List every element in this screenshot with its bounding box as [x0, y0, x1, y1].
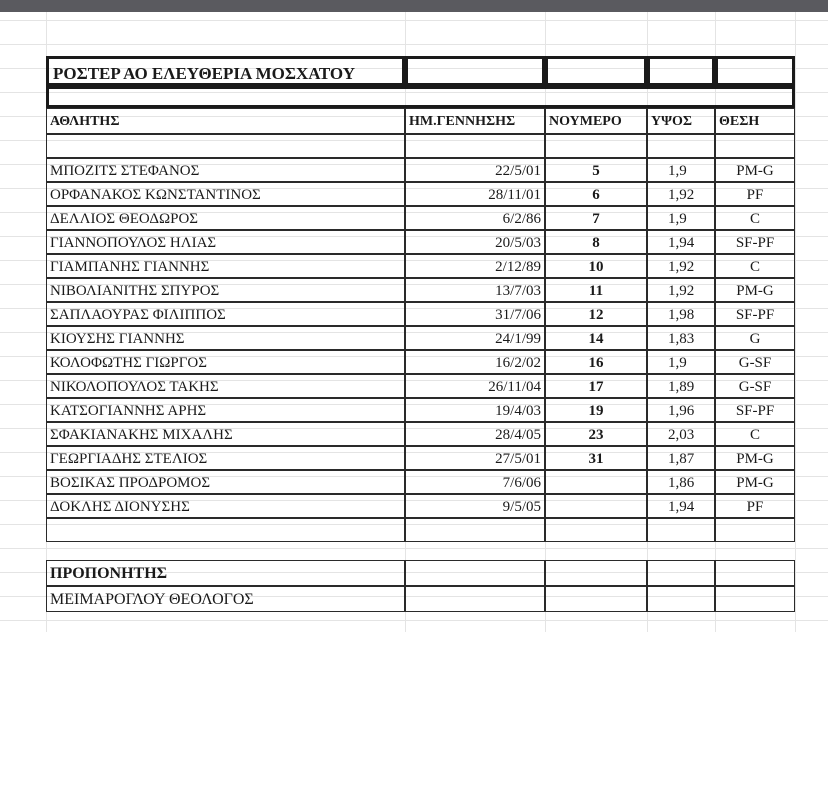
player-name[interactable]: ΜΠΟΖΙΤΣ ΣΤΕΦΑΝΟΣ [46, 158, 405, 182]
spreadsheet-grid [0, 12, 828, 632]
player-height[interactable]: 1,92 [647, 254, 715, 278]
empty-cell[interactable] [715, 134, 795, 158]
player-number[interactable]: 17 [545, 374, 647, 398]
player-number[interactable]: 8 [545, 230, 647, 254]
player-position[interactable]: PM-G [715, 470, 795, 494]
player-height[interactable]: 1,96 [647, 398, 715, 422]
empty-cell[interactable] [647, 560, 715, 586]
player-number[interactable]: 31 [545, 446, 647, 470]
empty-cell[interactable] [405, 560, 545, 586]
gridline [0, 44, 828, 45]
player-height[interactable]: 1,94 [647, 494, 715, 518]
player-name[interactable]: ΚΑΤΣΟΓΙΑΝΝΗΣ ΑΡΗΣ [46, 398, 405, 422]
coach-label[interactable]: ΠΡΟΠΟΝΗΤΗΣ [46, 560, 405, 586]
player-name[interactable]: ΓΕΩΡΓΙΑΔΗΣ ΣΤΕΛΙΟΣ [46, 446, 405, 470]
header-height[interactable]: ΥΨΟΣ [647, 108, 715, 134]
player-height[interactable]: 1,9 [647, 158, 715, 182]
player-birthdate[interactable]: 27/5/01 [405, 446, 545, 470]
empty-cell[interactable] [405, 518, 545, 542]
player-height[interactable]: 1,98 [647, 302, 715, 326]
player-number[interactable]: 6 [545, 182, 647, 206]
empty-cell[interactable] [715, 586, 795, 612]
player-name[interactable]: ΚΟΛΟΦΩΤΗΣ ΓΙΩΡΓΟΣ [46, 350, 405, 374]
header-athlete[interactable]: ΑΘΛΗΤΗΣ [46, 108, 405, 134]
player-height[interactable]: 1,94 [647, 230, 715, 254]
player-number[interactable]: 14 [545, 326, 647, 350]
player-name[interactable]: ΒΟΣΙΚΑΣ ΠΡΟΔΡΟΜΟΣ [46, 470, 405, 494]
player-height[interactable]: 1,87 [647, 446, 715, 470]
player-birthdate[interactable]: 31/7/06 [405, 302, 545, 326]
player-number[interactable]: 7 [545, 206, 647, 230]
empty-cell[interactable] [405, 586, 545, 612]
header-birthdate[interactable]: ΗΜ.ΓΕΝΝΗΣΗΣ [405, 108, 545, 134]
player-name[interactable]: ΝΙΚΟΛΟΠΟΥΛΟΣ ΤΑΚΗΣ [46, 374, 405, 398]
player-position[interactable]: C [715, 206, 795, 230]
empty-cell[interactable] [647, 586, 715, 612]
player-position[interactable]: G-SF [715, 350, 795, 374]
player-name[interactable]: ΓΙΑΝΝΟΠΟΥΛΟΣ ΗΛΙΑΣ [46, 230, 405, 254]
empty-cell[interactable] [647, 518, 715, 542]
title-row-cell[interactable] [715, 56, 795, 86]
player-number[interactable]: 5 [545, 158, 647, 182]
player-height[interactable]: 2,03 [647, 422, 715, 446]
player-position[interactable]: PM-G [715, 278, 795, 302]
player-birthdate[interactable]: 24/1/99 [405, 326, 545, 350]
player-position[interactable]: G-SF [715, 374, 795, 398]
player-height[interactable]: 1,89 [647, 374, 715, 398]
player-birthdate[interactable]: 28/11/01 [405, 182, 545, 206]
empty-cell[interactable] [647, 134, 715, 158]
player-birthdate[interactable]: 26/11/04 [405, 374, 545, 398]
player-birthdate[interactable]: 13/7/03 [405, 278, 545, 302]
player-birthdate[interactable]: 22/5/01 [405, 158, 545, 182]
empty-cell[interactable] [545, 560, 647, 586]
player-name[interactable]: ΝΙΒΟΛΙΑΝΙΤΗΣ ΣΠΥΡΟΣ [46, 278, 405, 302]
header-number[interactable]: ΝΟΥΜΕΡΟ [545, 108, 647, 134]
player-position[interactable]: C [715, 422, 795, 446]
player-name[interactable]: ΓΙΑΜΠΑΝΗΣ ΓΙΑΝΝΗΣ [46, 254, 405, 278]
gridline [0, 620, 828, 621]
player-position[interactable]: PM-G [715, 446, 795, 470]
player-number[interactable]: 23 [545, 422, 647, 446]
player-height[interactable]: 1,92 [647, 278, 715, 302]
player-height[interactable]: 1,83 [647, 326, 715, 350]
empty-cell[interactable] [715, 560, 795, 586]
empty-cell[interactable] [46, 518, 405, 542]
header-position[interactable]: ΘΕΣΗ [715, 108, 795, 134]
player-birthdate[interactable]: 7/6/06 [405, 470, 545, 494]
player-position[interactable]: SF-PF [715, 398, 795, 422]
player-name[interactable]: ΟΡΦΑΝΑΚΟΣ ΚΩΝΣΤΑΝΤΙΝΟΣ [46, 182, 405, 206]
title-row-cell[interactable] [545, 56, 647, 86]
player-position[interactable]: SF-PF [715, 230, 795, 254]
empty-cell[interactable] [46, 134, 405, 158]
empty-cell[interactable] [715, 518, 795, 542]
player-height[interactable]: 1,86 [647, 470, 715, 494]
player-position[interactable]: PF [715, 494, 795, 518]
player-height[interactable]: 1,92 [647, 182, 715, 206]
empty-cell[interactable] [545, 518, 647, 542]
player-number[interactable] [545, 494, 647, 518]
player-birthdate[interactable]: 20/5/03 [405, 230, 545, 254]
top-bar [0, 0, 828, 12]
player-birthdate[interactable]: 19/4/03 [405, 398, 545, 422]
player-birthdate[interactable]: 2/12/89 [405, 254, 545, 278]
player-name[interactable]: ΣΦΑΚΙΑΝΑΚΗΣ ΜΙΧΑΛΗΣ [46, 422, 405, 446]
player-number[interactable]: 10 [545, 254, 647, 278]
player-position[interactable]: G [715, 326, 795, 350]
player-birthdate[interactable]: 6/2/86 [405, 206, 545, 230]
title-row-cell[interactable] [405, 56, 545, 86]
player-position[interactable]: PM-G [715, 158, 795, 182]
gridline [795, 12, 796, 632]
gridline [0, 20, 828, 21]
title-row-cell[interactable] [647, 56, 715, 86]
coach-name[interactable]: ΜΕΙΜΑΡΟΓΛΟΥ ΘΕΟΛΟΓΟΣ [46, 586, 405, 612]
player-position[interactable]: PF [715, 182, 795, 206]
player-number[interactable]: 19 [545, 398, 647, 422]
gridline [0, 548, 828, 549]
player-birthdate[interactable]: 9/5/05 [405, 494, 545, 518]
player-birthdate[interactable]: 28/4/05 [405, 422, 545, 446]
empty-cell[interactable] [545, 586, 647, 612]
player-number[interactable]: 11 [545, 278, 647, 302]
player-name[interactable]: ΔΟΚΛΗΣ ΔΙΟΝΥΣΗΣ [46, 494, 405, 518]
player-height[interactable]: 1,9 [647, 206, 715, 230]
empty-row[interactable] [46, 86, 795, 108]
empty-cell[interactable] [405, 134, 545, 158]
player-position[interactable]: SF-PF [715, 302, 795, 326]
player-name[interactable]: ΔΕΛΛΙΟΣ ΘΕΟΔΩΡΟΣ [46, 206, 405, 230]
player-height[interactable]: 1,9 [647, 350, 715, 374]
player-name[interactable]: ΚΙΟΥΣΗΣ ΓΙΑΝΝΗΣ [46, 326, 405, 350]
player-number[interactable]: 16 [545, 350, 647, 374]
roster-title[interactable]: ΡΟΣΤΕΡ ΑΟ ΕΛΕΥΘΕΡΙΑ ΜΟΣΧΑΤΟΥ [46, 56, 405, 86]
player-number[interactable] [545, 470, 647, 494]
player-birthdate[interactable]: 16/2/02 [405, 350, 545, 374]
player-number[interactable]: 12 [545, 302, 647, 326]
player-name[interactable]: ΣΑΠΛΑΟΥΡΑΣ ΦΙΛΙΠΠΟΣ [46, 302, 405, 326]
player-position[interactable]: C [715, 254, 795, 278]
empty-cell[interactable] [545, 134, 647, 158]
